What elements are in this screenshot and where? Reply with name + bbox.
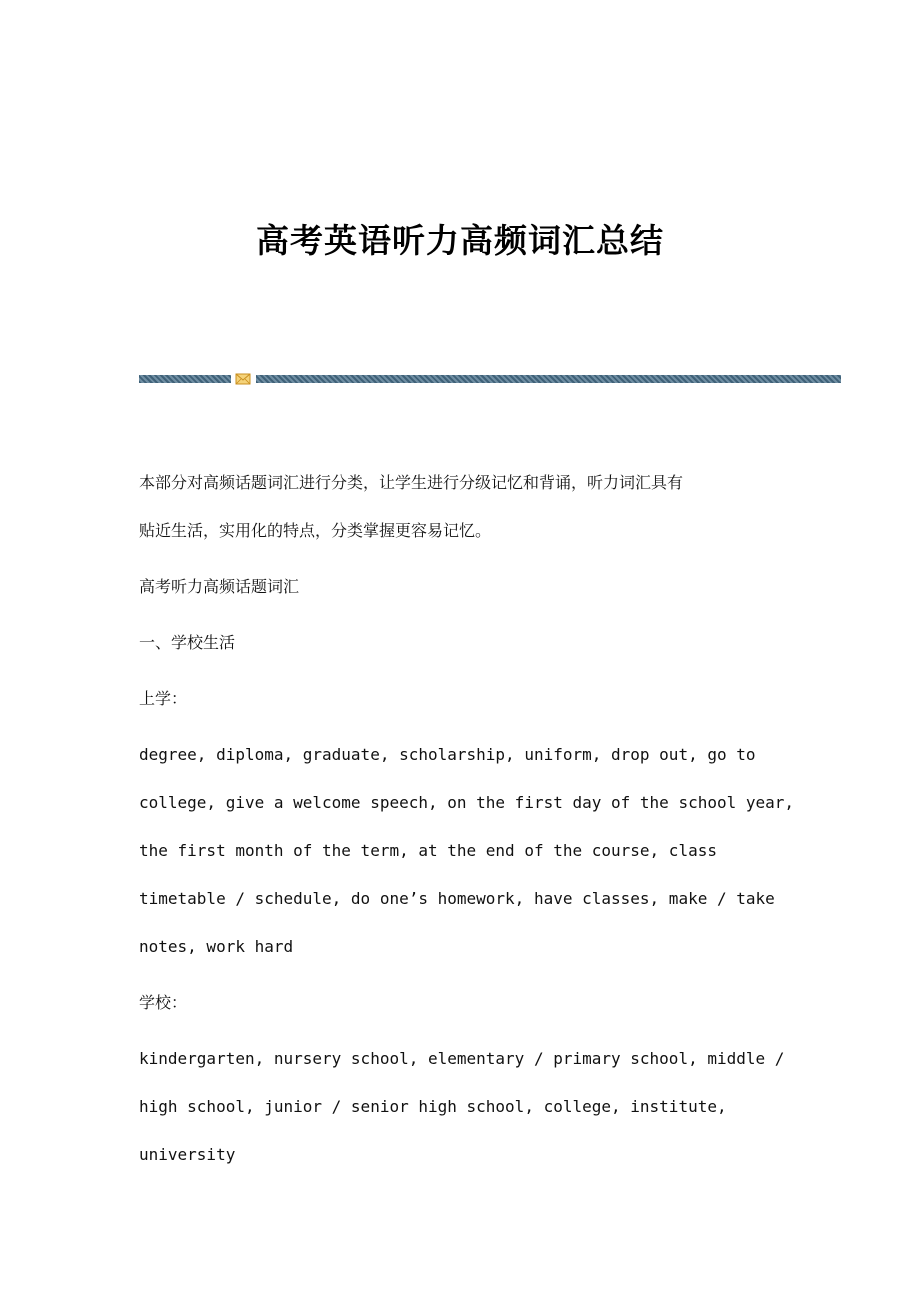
subsection-label-school-attending: 上学： — [139, 689, 188, 708]
divider-bar-right — [256, 375, 841, 383]
vocab-line: timetable / schedule, do one’s homework, have classes, make / take — [139, 889, 775, 908]
envelope-icon — [235, 373, 251, 385]
subsection-label-schools: 学校： — [139, 993, 188, 1012]
vocab-line: college, give a welcome speech, on the first day of the school year, — [139, 793, 795, 812]
vocab-list-school-attending — [139, 731, 795, 971]
vocab-line: degree, diploma, graduate, scholarship, uniform, drop out, go to — [139, 745, 756, 764]
vocab-line: kindergarten, nursery school, elementary / primary school, middle / — [139, 1049, 785, 1068]
vocab-line: notes, work hard — [139, 937, 294, 956]
intro-line: 贴近生活，实用化的特点，分类掌握更容易记忆。 — [139, 521, 492, 540]
page-title: 高考英语听力高频词汇总结 — [256, 221, 664, 260]
vocab-line: the first month of the term, at the end of the course, class — [139, 841, 717, 860]
intro-paragraph — [139, 459, 789, 555]
vocab-line: high school, junior / senior high school, college, institute, — [139, 1097, 727, 1116]
title-divider — [139, 371, 841, 387]
intro-line: 本部分对高频话题词汇进行分类，让学生进行分级记忆和背诵，听力词汇具有 — [139, 473, 684, 492]
section-heading: 高考听力高频话题词汇 — [139, 577, 300, 596]
vocab-list-schools — [139, 1035, 789, 1179]
topic-heading: 一、学校生活 — [139, 633, 236, 652]
divider-bar-left — [139, 375, 231, 383]
vocab-line: university — [139, 1145, 236, 1164]
